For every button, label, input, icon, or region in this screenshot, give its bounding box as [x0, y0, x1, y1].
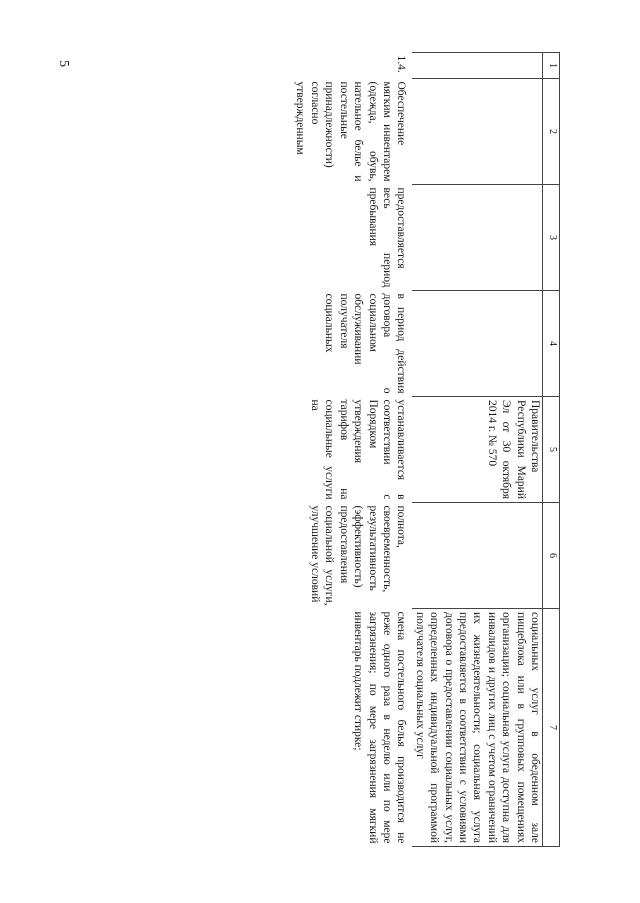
header-col-2: 2 — [543, 79, 560, 185]
cell-conditions: смена постельного белья производится не реже одного раза в неделю или по мере загрязнения; по мере загрязнения мягкий инвентарь подлежит стирке; — [352, 611, 408, 844]
cell-service-period: предоставляется весь период пребывания — [366, 187, 408, 288]
header-col-4: 4 — [543, 291, 560, 397]
cell-service-conditions: социальных услуг в обеденном зале пищеблока или в групповых помещениях организации; социальная услуга доступна для инвалидов и других лиц с учетом ограничений их жизнедеятельности; социальная услуга предоставляется в соответствии с условиями договора о предоставлении социальных услуг, определенных индивидуальной программой получателя социальных услуг — [412, 609, 542, 847]
cell-num-empty — [412, 53, 542, 79]
header-col-7: 7 — [543, 609, 560, 847]
cell-service-name: Обеспечение мягким инвентарем (одежда, обувь, нательное белье и постельные принадлежности) согласно утвержденным — [294, 81, 408, 182]
services-table — [293, 52, 560, 847]
cell-provision-period: в период действия договора о социальном обслуживании получателя социальных — [323, 293, 408, 394]
header-col-1: 1 — [543, 53, 560, 79]
rotated-table-container — [120, 52, 560, 852]
cell-tariff: устанавливается в соответствии с Порядком утверждения тарифов на социальные услуги на — [308, 399, 408, 500]
header-col-3: 3 — [543, 185, 560, 291]
header-col-6: 6 — [543, 503, 560, 609]
cell-col3-empty — [412, 185, 542, 291]
cell-quality-indicators: полнота, своевременность, результативность (эффективность) предоставления социальной услуги, улучшение условий — [308, 505, 408, 606]
cell-col2-empty — [412, 79, 542, 185]
page-number: 5 — [56, 60, 71, 67]
header-col-5: 5 — [543, 397, 560, 503]
cell-tariff-reference: Правительства Республики Марий Эл от 30 октября 2014 г. № 570 — [412, 397, 542, 503]
cell-row-number: 1.4. — [395, 55, 408, 73]
table-row — [293, 53, 412, 847]
cell-col4-empty — [412, 291, 542, 397]
column-number-header — [543, 53, 560, 847]
cell-col6-empty — [412, 503, 542, 609]
table-row-continuation — [412, 53, 542, 847]
